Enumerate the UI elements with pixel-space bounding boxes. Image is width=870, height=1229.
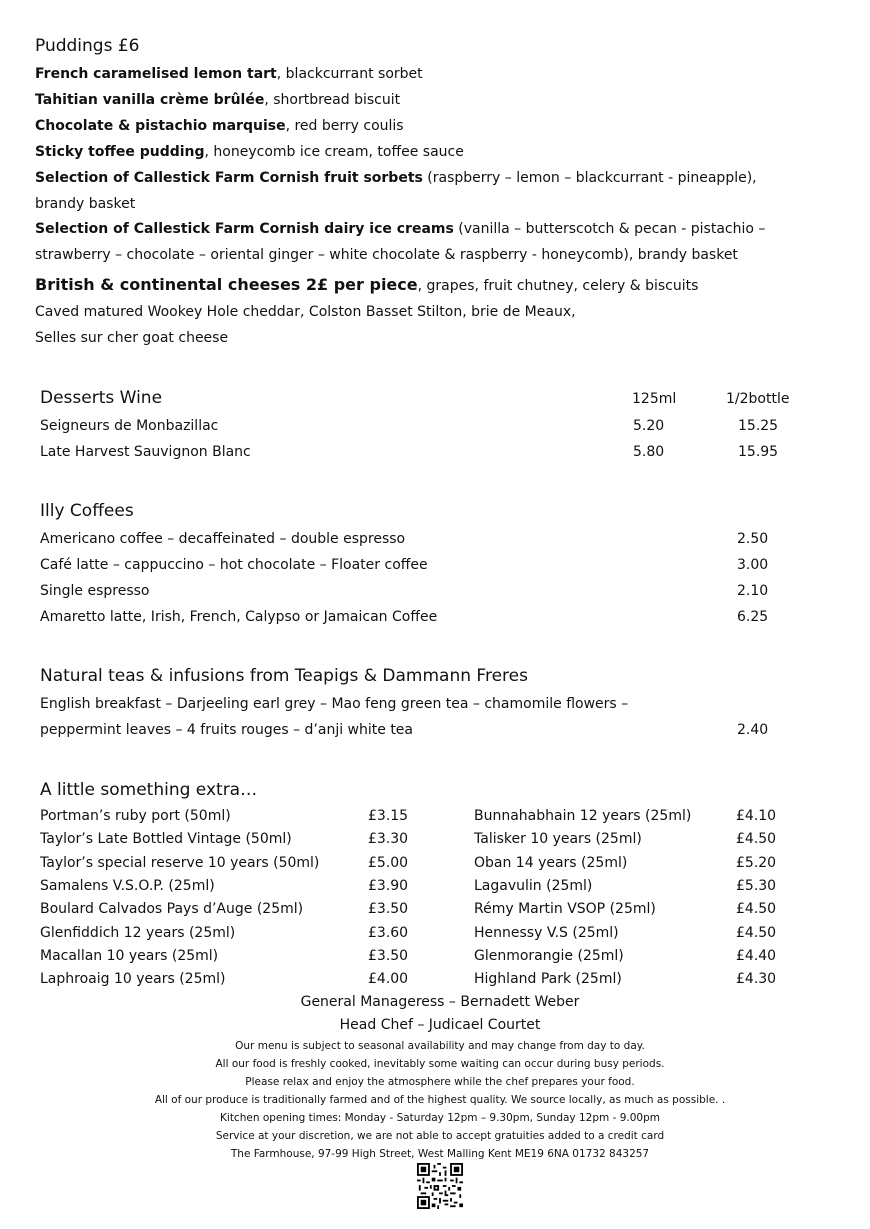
coffee-price: 3.00 (737, 557, 769, 573)
extra-drink-price: £4.50 (736, 924, 777, 941)
pudding-item: Sticky toffee pudding, honeycomb ice cream, toffee sauce (35, 144, 464, 160)
wine-price-glass: 5.80 (633, 444, 665, 460)
wine-name: Seigneurs de Monbazillac (40, 418, 219, 434)
extra-drink-price: £3.50 (368, 947, 409, 964)
coffee-price: 2.50 (737, 531, 769, 547)
extra-drink-name: Hennessy V.S (25ml) (474, 924, 619, 941)
extra-drink-price: £3.30 (368, 831, 409, 848)
extra-drink-name: Taylor’s Late Bottled Vintage (50ml) (40, 831, 292, 848)
extra-drink-name: Taylor’s special reserve 10 years (50ml) (40, 854, 320, 871)
extra-title: A little something extra… (40, 780, 258, 800)
cheese-item: British & continental cheeses 2£ per piece, grapes, fruit chutney, celery & biscuits (35, 275, 699, 294)
wine-col-125ml: 125ml (632, 391, 677, 407)
wine-col-half-bottle: 1/2bottle (726, 391, 790, 407)
extra-drink-name: Rémy Martin VSOP (25ml) (474, 901, 656, 918)
coffee-name: Single espresso (40, 583, 150, 599)
extra-drink-name: Macallan 10 years (25ml) (40, 947, 219, 964)
qr-code-icon[interactable] (417, 1163, 463, 1209)
extra-drink-price: £3.60 (368, 924, 409, 941)
wine-price-glass: 5.20 (633, 418, 665, 434)
footer-note: All our food is freshly cooked, inevitably some waiting can occur during busy periods. (215, 1058, 665, 1070)
extra-drink-price: £4.40 (736, 947, 777, 964)
extra-drink-name: Portman’s ruby port (50ml) (40, 808, 231, 824)
extra-drink-name: Boulard Calvados Pays d’Auge (25ml) (40, 901, 304, 918)
wine-name: Late Harvest Sauvignon Blanc (40, 444, 251, 460)
extra-drink-price: £4.50 (736, 831, 777, 848)
wine-price-bottle: 15.25 (738, 418, 779, 434)
teas-title: Natural teas & infusions from Teapigs & Dammann Freres (40, 666, 528, 686)
extra-drink-price: £4.50 (736, 901, 777, 918)
extra-drink-name: Glenfiddich 12 years (25ml) (40, 924, 236, 941)
coffee-name: Amaretto latte, Irish, French, Calypso or Jamaican Coffee (40, 609, 438, 625)
extra-drink-price: £3.90 (368, 877, 409, 894)
cheese-line: Caved matured Wookey Hole cheddar, Colston Basset Stilton, brie de Meaux, (35, 304, 576, 320)
footer-note: All of our produce is traditionally farmed and of the highest quality. We source locally, as much as possible. . (154, 1094, 726, 1106)
extra-drink-price: £3.50 (368, 901, 409, 918)
extra-drink-price: £4.10 (736, 808, 777, 824)
extra-drink-name: Lagavulin (25ml) (474, 877, 593, 894)
pudding-item-cont: brandy basket (35, 196, 136, 212)
head-chef: Head Chef – Judicael Courtet (339, 1017, 541, 1033)
puddings-title: Puddings £6 (35, 36, 140, 56)
cheese-line: Selles sur cher goat cheese (35, 330, 229, 346)
pudding-item: French caramelised lemon tart, blackcurrant sorbet (35, 66, 423, 82)
pudding-item-cont: strawberry – chocolate – oriental ginger – white chocolate & raspberry - honeycomb), brandy basket (35, 247, 738, 263)
pudding-item: Tahitian vanilla crème brûlée, shortbread biscuit (35, 92, 401, 108)
coffees-title: Illy Coffees (40, 501, 134, 521)
footer-note: Our menu is subject to seasonal availability and may change from day to day. (235, 1040, 645, 1052)
manageress: General Manageress – Bernadett Weber (300, 994, 580, 1010)
coffee-price: 6.25 (737, 609, 769, 625)
coffee-name: Americano coffee – decaffeinated – double espresso (40, 531, 406, 547)
extra-drink-price: £4.00 (368, 971, 409, 988)
extra-drink-price: £4.30 (736, 971, 777, 988)
extra-drink-price: £5.20 (736, 854, 777, 871)
wine-price-bottle: 15.95 (738, 444, 779, 460)
extra-drink-price: £3.15 (368, 808, 409, 824)
extra-drink-name: Talisker 10 years (25ml) (474, 831, 642, 848)
coffee-name: Café latte – cappuccino – hot chocolate – Floater coffee (40, 557, 428, 573)
desserts-wine-title: Desserts Wine (40, 388, 163, 408)
footer-address: The Farmhouse, 97-99 High Street, West Malling Kent ME19 6NA 01732 843257 (230, 1148, 650, 1160)
footer-note: Please relax and enjoy the atmosphere while the chef prepares your food. (245, 1076, 635, 1088)
pudding-item: Chocolate & pistachio marquise, red berry coulis (35, 118, 404, 134)
extra-drink-name: Glenmorangie (25ml) (474, 947, 624, 964)
footer-note: Kitchen opening times: Monday - Saturday 12pm – 9.30pm, Sunday 12pm - 9.00pm (220, 1112, 660, 1124)
extra-drink-name: Bunnahabhain 12 years (25ml) (474, 808, 692, 824)
pudding-item: Selection of Callestick Farm Cornish fruit sorbets (raspberry – lemon – blackcurrant - pineapple), (35, 170, 757, 186)
teas-price: 2.40 (737, 722, 769, 738)
teas-line: peppermint leaves – 4 fruits rouges – d’anji white tea (40, 722, 413, 738)
extra-drink-name: Highland Park (25ml) (474, 971, 622, 988)
extra-drink-name: Laphroaig 10 years (25ml) (40, 971, 226, 988)
coffee-price: 2.10 (737, 583, 769, 599)
footer-note: Service at your discretion, we are not able to accept gratuities added to a credit card (215, 1130, 665, 1142)
extra-drink-name: Oban 14 years (25ml) (474, 854, 628, 871)
extra-drink-price: £5.00 (368, 854, 409, 871)
extra-drink-name: Samalens V.S.O.P. (25ml) (40, 877, 215, 894)
extra-drink-price: £5.30 (736, 877, 777, 894)
pudding-item: Selection of Callestick Farm Cornish dairy ice creams (vanilla – butterscotch & pecan - pistachio – (35, 221, 766, 237)
teas-line: English breakfast – Darjeeling earl grey – Mao feng green tea – chamomile flowers – (40, 696, 629, 712)
